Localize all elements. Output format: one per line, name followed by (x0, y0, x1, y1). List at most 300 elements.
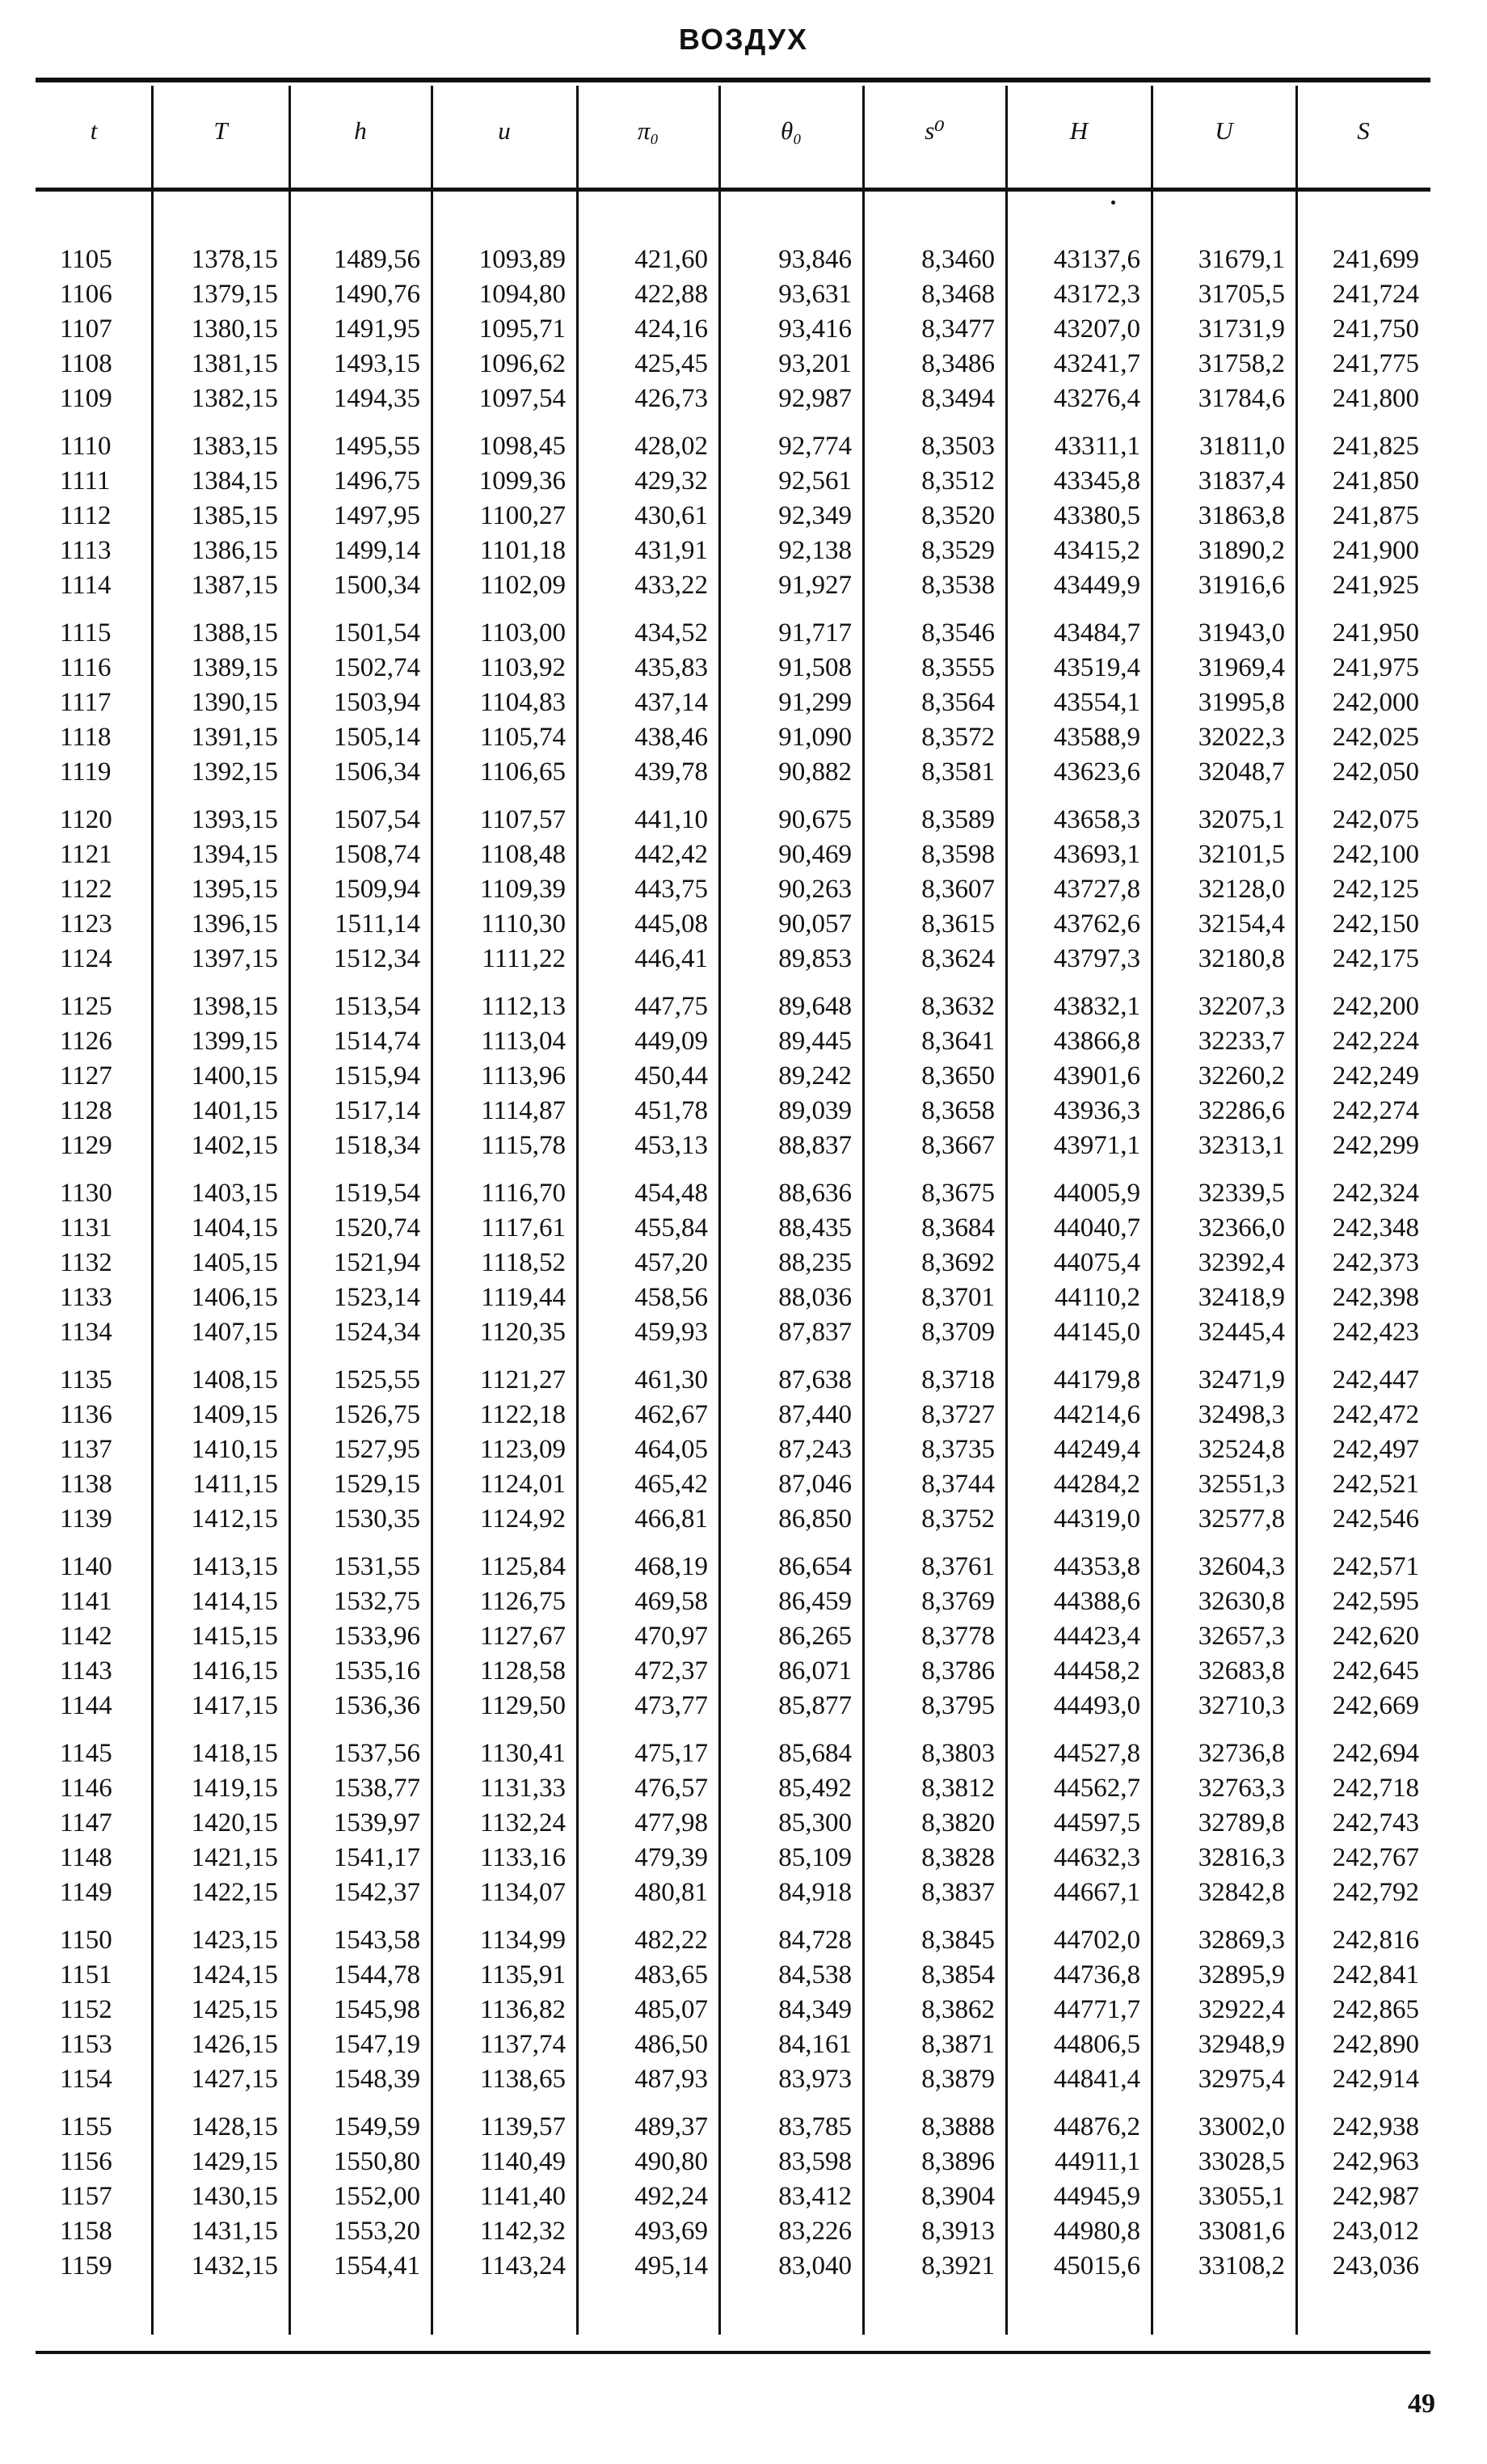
table-cell: 1398,15 (191, 992, 278, 1021)
table-cell: 1424,15 (191, 1960, 278, 1989)
page-number: 49 (1408, 2389, 1435, 2419)
table-cell: 43345,8 (1053, 466, 1140, 496)
row-group (726, 1176, 852, 1350)
row-group (438, 429, 566, 603)
table-cell: 43762,6 (1053, 909, 1140, 939)
table-cell: 1554,41 (333, 2251, 420, 2280)
row-group (1158, 989, 1285, 1163)
table-cell: 87,440 (778, 1400, 852, 1429)
row-group (60, 1923, 144, 2097)
table-cell: 470,97 (634, 1622, 708, 1651)
table-cell: 1152 (60, 1995, 112, 2024)
table-cell: 242,497 (1332, 1435, 1419, 1464)
row-group (1158, 1176, 1285, 1350)
table-cell: 1541,17 (333, 1843, 420, 1872)
row-group (870, 1923, 995, 2097)
table-cell: 44214,6 (1053, 1400, 1140, 1429)
row-group (870, 429, 995, 603)
row-group (296, 243, 420, 416)
table-cell: 241,775 (1332, 349, 1419, 378)
table-cell: 8,3658 (921, 1096, 995, 1125)
table-cell: 435,83 (634, 653, 708, 682)
table-cell: 8,3828 (921, 1843, 995, 1872)
table-cell: 32789,8 (1198, 1808, 1285, 1837)
row-group (583, 1176, 708, 1350)
table-cell: 1101,18 (479, 536, 566, 565)
row-group (296, 1363, 420, 1537)
row-group (60, 1176, 144, 1350)
table-cell: 8,3871 (921, 2030, 995, 2059)
table-cell: 493,69 (634, 2217, 708, 2246)
table-cell: 1146 (60, 1774, 112, 1803)
table-cell: 1096,62 (478, 349, 566, 378)
table-cell: 44911,1 (1054, 2147, 1140, 2176)
row-group (726, 989, 852, 1163)
table-cell: 84,161 (778, 2030, 852, 2059)
table-cell: 1111,22 (482, 944, 566, 973)
table-cell: 1525,55 (333, 1365, 420, 1394)
table-cell: 43207,0 (1053, 314, 1140, 344)
table-cell: 242,669 (1332, 1691, 1419, 1720)
header-pi0: π₀ (637, 116, 659, 145)
table-cell: 83,226 (778, 2217, 852, 2246)
table-cell: 477,98 (634, 1808, 708, 1837)
table-cell: 1512,34 (333, 944, 420, 973)
table-cell: 480,81 (634, 1878, 708, 1907)
row-group (158, 2110, 278, 2284)
table-cell: 8,3913 (921, 2217, 995, 2246)
row-group (158, 1363, 278, 1537)
header-h: h (354, 116, 367, 145)
table-cell: 8,3468 (921, 280, 995, 309)
row-group (870, 1550, 995, 1724)
table-cell: 8,3607 (921, 875, 995, 904)
table-cell: 1391,15 (191, 723, 278, 752)
table-cell: 43971,1 (1053, 1131, 1140, 1160)
table-cell: 241,724 (1332, 280, 1419, 309)
table-cell: 31679,1 (1198, 245, 1285, 274)
table-cell: 43311,1 (1054, 432, 1140, 461)
row-group (1013, 616, 1140, 790)
table-cell: 1395,15 (191, 875, 278, 904)
table-cell: 1143 (60, 1656, 112, 1686)
table-cell: 8,3684 (921, 1213, 995, 1243)
table-cell: 1132,24 (479, 1808, 566, 1837)
row-group (1013, 429, 1140, 603)
table-cell: 87,837 (778, 1318, 852, 1347)
column-divider (576, 86, 579, 2335)
table-cell: 44527,8 (1053, 1739, 1140, 1768)
table-cell: 1137,74 (479, 2030, 566, 2059)
table-cell: 241,875 (1332, 501, 1419, 530)
table-cell: 242,816 (1332, 1926, 1419, 1955)
table-cell: 242,025 (1332, 723, 1419, 752)
table-cell: 1113 (60, 536, 112, 565)
row-group (1303, 1923, 1419, 2097)
table-cell: 8,3744 (921, 1470, 995, 1499)
row-group (296, 1736, 420, 1910)
table-cell: 242,743 (1332, 1808, 1419, 1837)
table-cell: 31705,5 (1198, 280, 1285, 309)
table-cell: 242,100 (1332, 840, 1419, 869)
table-cell: 1489,56 (333, 245, 420, 274)
table-cell: 242,963 (1332, 2147, 1419, 2176)
row-group (158, 1923, 278, 2097)
table-cell: 32657,3 (1198, 1622, 1285, 1651)
row-group (1013, 1923, 1140, 2097)
column-u (438, 243, 566, 2297)
table-cell: 1426,15 (191, 2030, 278, 2059)
table-cell: 485,07 (634, 1995, 708, 2024)
table-cell: 1122,18 (479, 1400, 566, 1429)
row-group (296, 2110, 420, 2284)
table-cell: 1537,56 (333, 1739, 420, 1768)
table-cell: 1098,45 (478, 432, 566, 461)
column-theta0 (726, 243, 852, 2297)
table-cell: 1419,15 (191, 1774, 278, 1803)
table-cell: 91,090 (778, 723, 852, 752)
table-cell: 438,46 (634, 723, 708, 752)
row-group (583, 616, 708, 790)
table-cell: 1429,15 (191, 2147, 278, 2176)
row-group (296, 1176, 420, 1350)
table-cell: 1115 (60, 618, 112, 648)
row-group (296, 1923, 420, 2097)
table-cell: 1406,15 (191, 1283, 278, 1312)
table-cell: 85,109 (778, 1843, 852, 1872)
table-cell: 450,44 (634, 1061, 708, 1091)
table-cell: 1499,14 (333, 536, 420, 565)
table-cell: 1543,58 (333, 1926, 420, 1955)
table-cell: 1118 (60, 723, 112, 752)
table-cell: 44423,4 (1053, 1622, 1140, 1651)
table-cell: 44284,2 (1053, 1470, 1140, 1499)
table-cell: 31758,2 (1198, 349, 1285, 378)
column-divider (431, 86, 433, 2335)
table-cell: 8,3564 (921, 688, 995, 717)
table-cell: 1150 (60, 1926, 112, 1955)
table-cell: 1393,15 (191, 805, 278, 834)
table-cell: 1132 (60, 1248, 112, 1277)
table-cell: 1139,57 (479, 2112, 566, 2141)
table-cell: 32577,8 (1198, 1504, 1285, 1534)
table-cell: 32339,5 (1198, 1179, 1285, 1208)
table-cell: 242,841 (1332, 1960, 1419, 1989)
row-group (1303, 243, 1419, 416)
row-group (1303, 2110, 1419, 2284)
table-cell: 32048,7 (1198, 757, 1285, 787)
table-cell: 32498,3 (1198, 1400, 1285, 1429)
row-group (870, 1363, 995, 1537)
row-group (438, 1550, 566, 1724)
table-cell: 1115,78 (481, 1131, 566, 1160)
table-cell: 93,201 (778, 349, 852, 378)
row-group (726, 429, 852, 603)
table-cell: 32392,4 (1198, 1248, 1285, 1277)
table-cell: 1506,34 (333, 757, 420, 787)
table-cell: 32471,9 (1198, 1365, 1285, 1394)
table-cell: 490,80 (634, 2147, 708, 2176)
table-cell: 1416,15 (191, 1656, 278, 1686)
table-cell: 84,538 (778, 1960, 852, 1989)
header-u: u (498, 116, 511, 145)
table-cell: 1392,15 (191, 757, 278, 787)
table-cell: 89,445 (778, 1027, 852, 1056)
table-cell: 85,684 (778, 1739, 852, 1768)
table-cell: 84,918 (778, 1878, 852, 1907)
table-cell: 1380,15 (191, 314, 278, 344)
table-cell: 31863,8 (1198, 501, 1285, 530)
table-cell: 88,435 (778, 1213, 852, 1243)
table-cell: 1124 (60, 944, 112, 973)
table-cell: 1129,50 (479, 1691, 566, 1720)
table-cell: 32286,6 (1198, 1096, 1285, 1125)
table-cell: 8,3667 (921, 1131, 995, 1160)
table-cell: 242,620 (1332, 1622, 1419, 1651)
table-cell: 88,837 (778, 1131, 852, 1160)
table-cell: 472,37 (634, 1656, 708, 1686)
table-cell: 44179,8 (1053, 1365, 1140, 1394)
table-cell: 241,950 (1332, 618, 1419, 648)
table-cell: 91,717 (778, 618, 852, 648)
table-cell: 1423,15 (191, 1926, 278, 1955)
table-cell: 83,785 (778, 2112, 852, 2141)
table-cell: 87,046 (778, 1470, 852, 1499)
table-cell: 44702,0 (1053, 1926, 1140, 1955)
table-cell: 1110,30 (481, 909, 566, 939)
table-cell: 1153 (60, 2030, 112, 2059)
header-S: S (1357, 116, 1370, 145)
table-cell: 1135 (60, 1365, 112, 1394)
table-cell: 1407,15 (191, 1318, 278, 1347)
table-cell: 43380,5 (1053, 501, 1140, 530)
table-cell: 1542,37 (333, 1878, 420, 1907)
row-group (60, 1736, 144, 1910)
table-cell: 468,19 (634, 1552, 708, 1581)
row-group (726, 616, 852, 790)
table-cell: 1129 (60, 1131, 112, 1160)
table-cell: 1134,07 (479, 1878, 566, 1907)
table-cell: 1388,15 (191, 618, 278, 648)
table-cell: 91,299 (778, 688, 852, 717)
table-cell: 1384,15 (191, 466, 278, 496)
table-cell: 44493,0 (1053, 1691, 1140, 1720)
column-divider (1151, 86, 1153, 2335)
table-cell: 1117 (60, 688, 112, 717)
table-cell: 242,075 (1332, 805, 1419, 834)
table-cell: 1524,34 (333, 1318, 420, 1347)
table-cell: 1403,15 (191, 1179, 278, 1208)
table-cell: 33108,2 (1198, 2251, 1285, 2280)
table-cell: 473,77 (634, 1691, 708, 1720)
table-cell: 90,469 (778, 840, 852, 869)
table-cell: 44040,7 (1053, 1213, 1140, 1243)
table-cell: 8,3896 (921, 2147, 995, 2176)
header-U: U (1215, 116, 1233, 145)
table-cell: 8,3589 (921, 805, 995, 834)
row-group (296, 1550, 420, 1724)
table-cell: 8,3718 (921, 1365, 995, 1394)
table-cell: 1102,09 (479, 571, 566, 600)
table-cell: 84,728 (778, 1926, 852, 1955)
row-group (726, 1550, 852, 1724)
table-cell: 1509,94 (333, 875, 420, 904)
table-cell: 462,67 (634, 1400, 708, 1429)
table-cell: 44841,4 (1053, 2065, 1140, 2094)
table-cell: 1533,96 (333, 1622, 420, 1651)
table-cell: 242,938 (1332, 2112, 1419, 2141)
row-group (158, 1550, 278, 1724)
table-cell: 32022,3 (1198, 723, 1285, 752)
table-cell: 1491,95 (333, 314, 420, 344)
table-cell: 1497,95 (333, 501, 420, 530)
row-group (1158, 1550, 1285, 1724)
table-cell: 32975,4 (1198, 2065, 1285, 2094)
table-cell: 32842,8 (1198, 1878, 1285, 1907)
table-cell: 86,071 (778, 1656, 852, 1686)
table-cell: 1142 (60, 1622, 112, 1651)
table-cell: 8,3624 (921, 944, 995, 973)
table-cell: 1538,77 (333, 1774, 420, 1803)
table-cell: 1127 (60, 1061, 112, 1091)
row-group (870, 1736, 995, 1910)
table-cell: 85,300 (778, 1808, 852, 1837)
table-cell: 482,22 (634, 1926, 708, 1955)
table-cell: 1496,75 (333, 466, 420, 496)
table-cell: 32418,9 (1198, 1283, 1285, 1312)
table-cell: 84,349 (778, 1995, 852, 2024)
table-cell: 44145,0 (1053, 1318, 1140, 1347)
table-cell: 1520,74 (333, 1213, 420, 1243)
table-cell: 86,654 (778, 1552, 852, 1581)
table-cell: 1120 (60, 805, 112, 834)
table-cell: 44980,8 (1053, 2217, 1140, 2246)
table-cell: 1109 (60, 384, 112, 413)
table-cell: 1100,27 (479, 501, 566, 530)
table-cell: 453,13 (634, 1131, 708, 1160)
row-group (60, 1363, 144, 1537)
table-cell: 454,48 (634, 1179, 708, 1208)
row-group (1303, 616, 1419, 790)
table-cell: 44876,2 (1053, 2112, 1140, 2141)
table-cell: 1396,15 (191, 909, 278, 939)
table-cell: 241,699 (1332, 245, 1419, 274)
table-cell: 44005,9 (1053, 1179, 1140, 1208)
table-cell: 1106 (60, 280, 112, 309)
header-H: H (1069, 116, 1089, 145)
row-group (1013, 243, 1140, 416)
table-cell: 92,774 (778, 432, 852, 461)
table-cell: 242,767 (1332, 1843, 1419, 1872)
table-cell: 1402,15 (191, 1131, 278, 1160)
table-cell: 43137,6 (1053, 245, 1140, 274)
table-cell: 44597,5 (1053, 1808, 1140, 1837)
table-cell: 489,37 (634, 2112, 708, 2141)
row-group (1158, 429, 1285, 603)
table-cell: 1107 (60, 314, 112, 344)
table-cell: 1133,16 (479, 1843, 566, 1872)
row-group (1303, 803, 1419, 977)
table-cell: 1378,15 (191, 245, 278, 274)
table-cell: 1390,15 (191, 688, 278, 717)
table-cell: 32128,0 (1198, 875, 1285, 904)
table-cell: 8,3727 (921, 1400, 995, 1429)
row-group (296, 429, 420, 603)
row-group (1158, 1923, 1285, 2097)
table-cell: 1432,15 (191, 2251, 278, 2280)
table-cell: 1495,55 (333, 432, 420, 461)
table-cell: 8,3581 (921, 757, 995, 787)
table-cell: 43866,8 (1053, 1027, 1140, 1056)
table-cell: 1124,92 (479, 1504, 566, 1534)
column-s0 (870, 243, 995, 2297)
table-cell: 465,42 (634, 1470, 708, 1499)
table-cell: 242,571 (1332, 1552, 1419, 1581)
table-cell: 1404,15 (191, 1213, 278, 1243)
table-cell: 243,012 (1332, 2217, 1419, 2246)
table-cell: 90,057 (778, 909, 852, 939)
row-group (583, 2110, 708, 2284)
table-cell: 33002,0 (1198, 2112, 1285, 2141)
table-cell: 44319,0 (1053, 1504, 1140, 1534)
table-cell: 1116 (60, 653, 112, 682)
table-cell: 1138 (60, 1470, 112, 1499)
table-cell: 1095,71 (478, 314, 566, 344)
table-cell: 1394,15 (191, 840, 278, 869)
header-T: T (213, 116, 228, 145)
table-cell: 242,423 (1332, 1318, 1419, 1347)
column-T (158, 243, 278, 2297)
table-cell: 32233,7 (1198, 1027, 1285, 1056)
table-cell: 1505,14 (333, 723, 420, 752)
column-pi0 (583, 243, 708, 2297)
row-group (438, 243, 566, 416)
table-cell: 487,93 (634, 2065, 708, 2094)
row-group (1013, 1176, 1140, 1350)
table-cell: 241,975 (1332, 653, 1419, 682)
table-cell: 33028,5 (1198, 2147, 1285, 2176)
row-group (296, 989, 420, 1163)
table-cell: 242,645 (1332, 1656, 1419, 1686)
table-cell: 31995,8 (1198, 688, 1285, 717)
table-cell: 241,925 (1332, 571, 1419, 600)
row-group (1303, 1736, 1419, 1910)
row-group (1158, 2110, 1285, 2284)
header-s0: s⁰ (925, 116, 945, 145)
row-group (1013, 989, 1140, 1163)
table-cell: 1408,15 (191, 1365, 278, 1394)
table-cell: 1544,78 (333, 1960, 420, 1989)
table-cell: 242,249 (1332, 1061, 1419, 1091)
table-cell: 242,348 (1332, 1213, 1419, 1243)
row-group (583, 429, 708, 603)
table-cell: 243,036 (1332, 2251, 1419, 2280)
table-cell: 1109,39 (479, 875, 566, 904)
table-cell: 1550,80 (333, 2147, 420, 2176)
table-cell: 1529,15 (333, 1470, 420, 1499)
table-cell: 1400,15 (191, 1061, 278, 1091)
table-cell: 1382,15 (191, 384, 278, 413)
row-group (438, 616, 566, 790)
bottom-rule (36, 2351, 1430, 2354)
table-cell: 242,447 (1332, 1365, 1419, 1394)
table-cell: 44075,4 (1053, 1248, 1140, 1277)
table-cell: 31811,0 (1198, 432, 1285, 461)
table-cell: 43623,6 (1053, 757, 1140, 787)
row-group (726, 1923, 852, 2097)
table-cell: 8,3692 (921, 1248, 995, 1277)
row-group (583, 1363, 708, 1537)
